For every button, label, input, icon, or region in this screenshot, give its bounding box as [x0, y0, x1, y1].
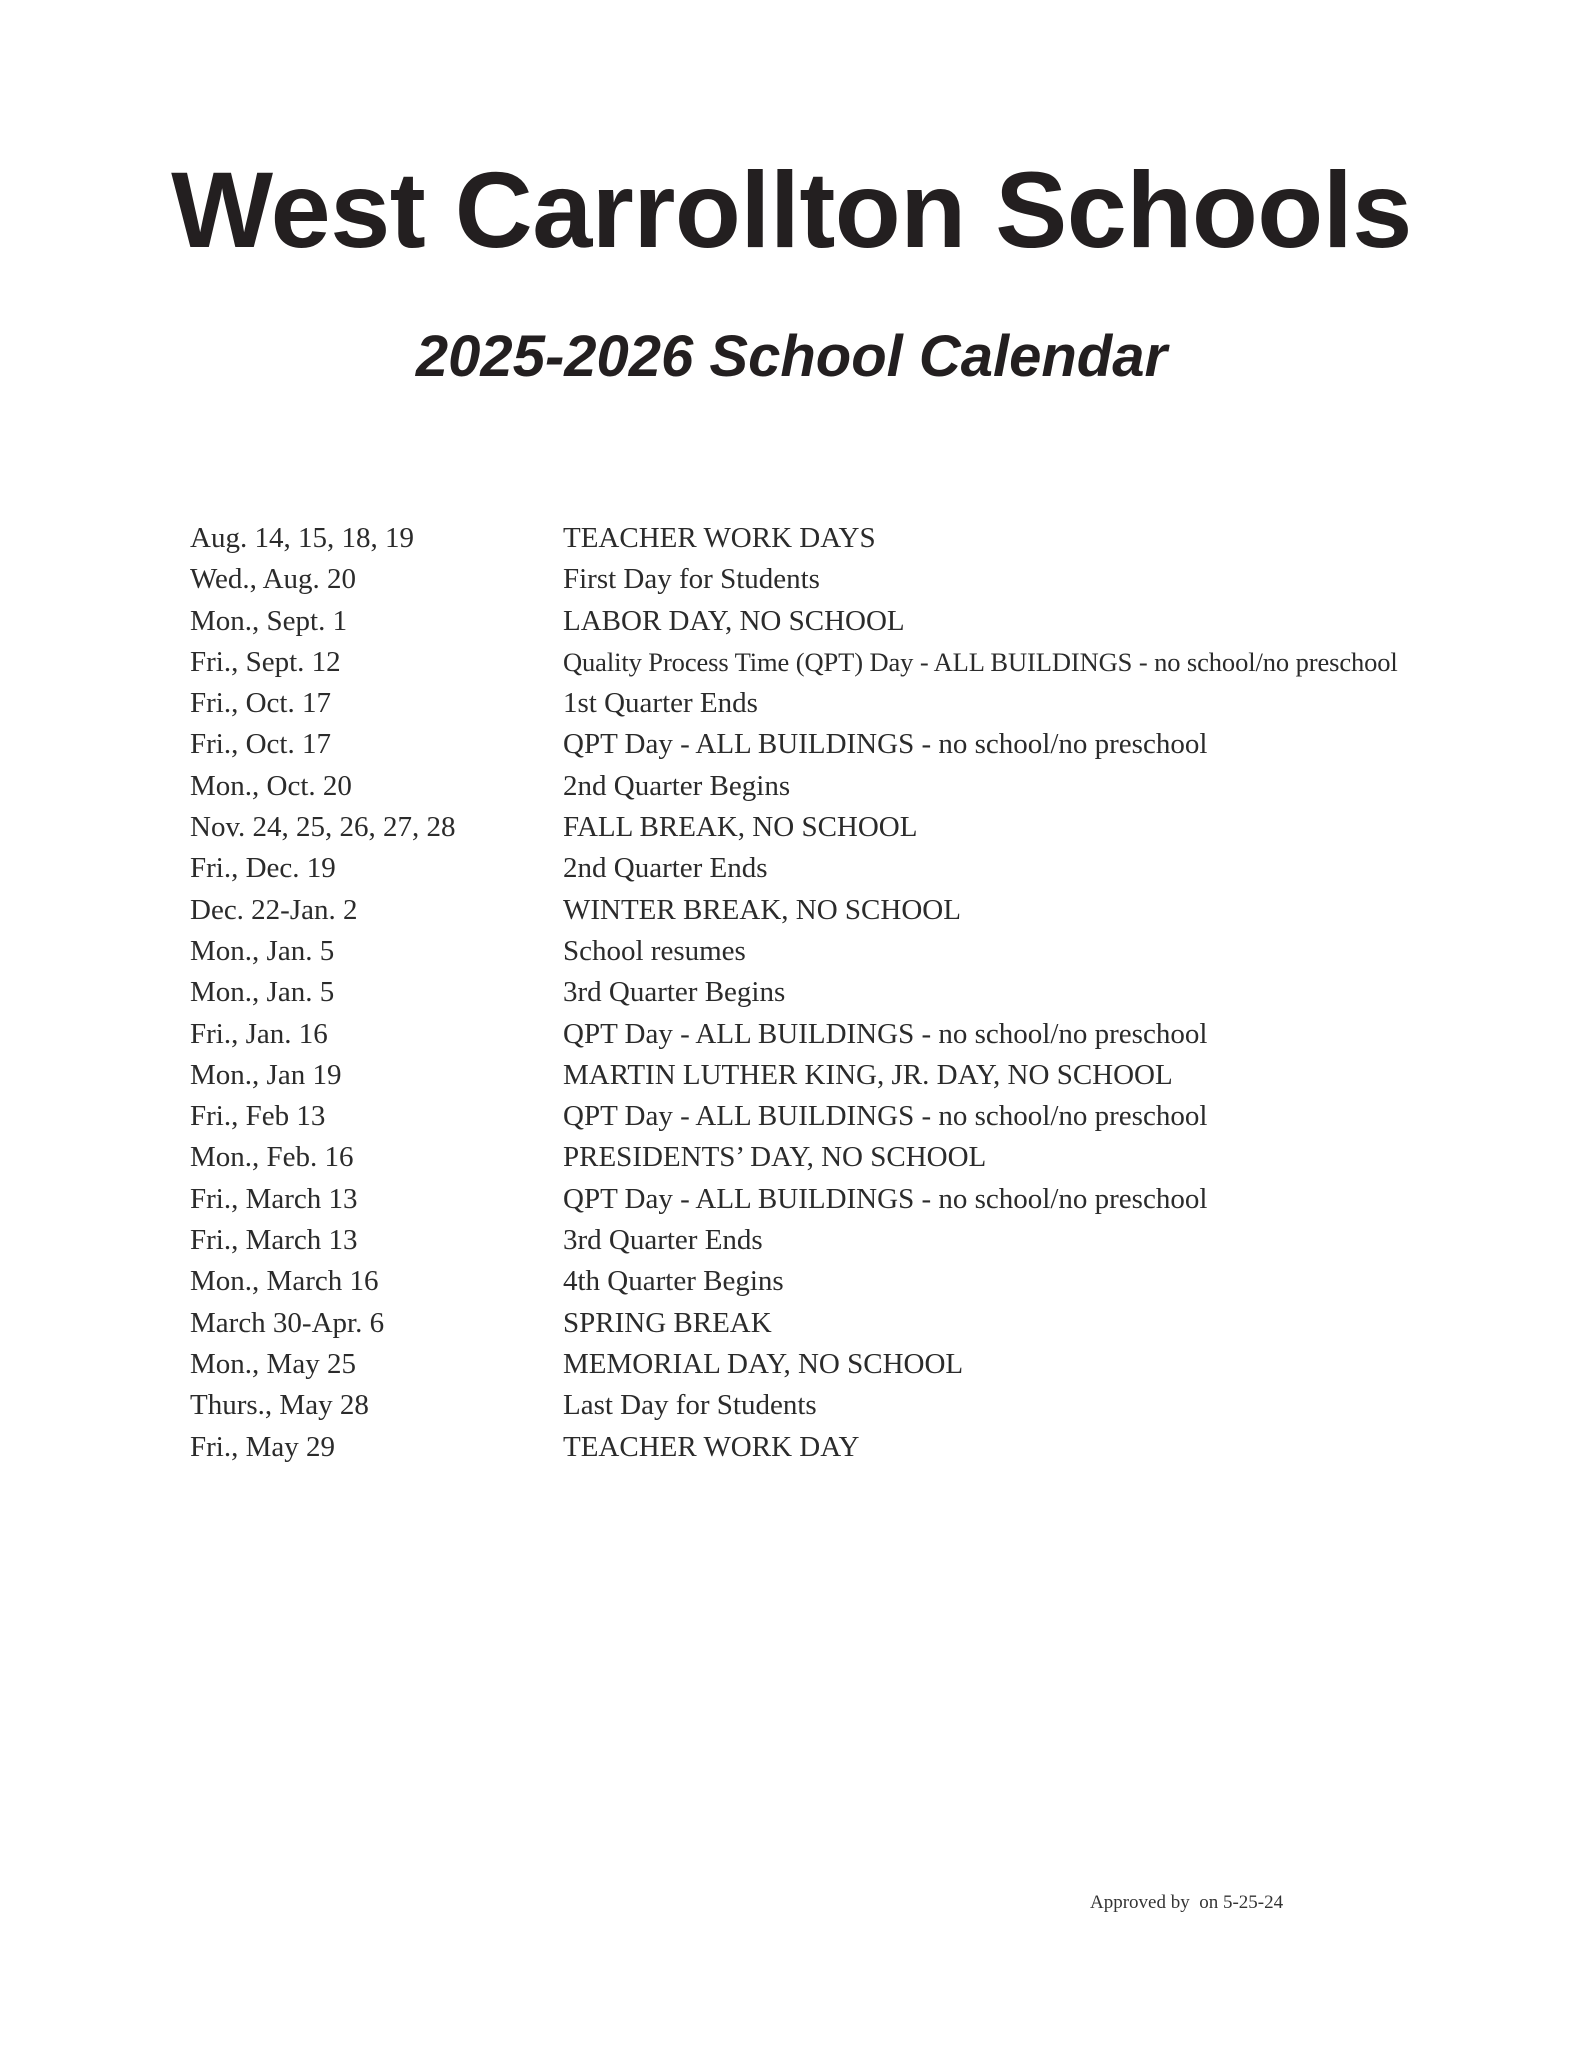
event-row: [190, 1303, 1570, 1344]
calendar-event-list: [190, 518, 1570, 1468]
page-subtitle: 2025-2026 School Calendar: [415, 324, 1168, 389]
event-description: 3rd Quarter Begins: [563, 976, 786, 1009]
event-description: QPT Day - ALL BUILDINGS - no school/no preschool: [563, 1100, 1208, 1133]
event-row: [190, 724, 1570, 765]
event-description: LABOR DAY, NO SCHOOL: [563, 604, 905, 637]
event-date: Fri., Oct. 17: [190, 687, 331, 720]
event-description: FALL BREAK, NO SCHOOL: [563, 811, 918, 844]
event-date: Mon., Sept. 1: [190, 604, 348, 637]
event-date: Fri., May 29: [190, 1430, 335, 1463]
event-date: Fri., Sept. 12: [190, 645, 341, 678]
event-row: [190, 1179, 1570, 1220]
page-title: West Carrollton Schools: [171, 149, 1412, 270]
event-date: Mon., Feb. 16: [190, 1141, 354, 1174]
event-description: First Day for Students: [563, 563, 820, 596]
event-row: [190, 1427, 1570, 1468]
event-date: Mon., Jan 19: [190, 1058, 342, 1091]
event-description: 1st Quarter Ends: [563, 687, 758, 720]
event-date: Nov. 24, 25, 26, 27, 28: [190, 811, 456, 844]
event-date: Mon., March 16: [190, 1265, 379, 1298]
event-description: MARTIN LUTHER KING, JR. DAY, NO SCHOOL: [563, 1058, 1173, 1091]
event-description: 2nd Quarter Begins: [563, 769, 791, 802]
event-row: [190, 642, 1570, 683]
event-row: [190, 559, 1570, 600]
event-date: Fri., March 13: [190, 1224, 358, 1257]
event-row: [190, 1344, 1570, 1385]
event-description: School resumes: [563, 934, 746, 967]
event-date: Mon., Jan. 5: [190, 976, 335, 1009]
event-date: Wed., Aug. 20: [190, 563, 357, 596]
event-date: Mon., Jan. 5: [190, 934, 335, 967]
event-date: Fri., March 13: [190, 1182, 358, 1215]
event-date: Thurs., May 28: [190, 1389, 369, 1422]
event-row: [190, 1014, 1570, 1055]
event-description: WINTER BREAK, NO SCHOOL: [563, 893, 961, 926]
event-description: Last Day for Students: [563, 1389, 817, 1422]
event-row: [190, 931, 1570, 972]
event-row: [190, 890, 1570, 931]
event-row: [190, 848, 1570, 889]
event-description: Quality Process Time (QPT) Day - ALL BUILDINGS - no school/no preschool: [563, 646, 1398, 677]
event-description: PRESIDENTS’ DAY, NO SCHOOL: [563, 1141, 987, 1174]
event-description: TEACHER WORK DAY: [563, 1430, 860, 1463]
event-row: [190, 601, 1570, 642]
event-description: 2nd Quarter Ends: [563, 852, 768, 885]
event-date: Fri., Dec. 19: [190, 852, 336, 885]
event-row: [190, 1385, 1570, 1426]
event-description: SPRING BREAK: [563, 1306, 772, 1339]
approval-note: Approved by on 5-25-24: [1090, 1892, 1284, 1913]
event-row: [190, 1137, 1570, 1178]
event-row: [190, 766, 1570, 807]
event-description: 3rd Quarter Ends: [563, 1224, 763, 1257]
event-date: Mon., May 25: [190, 1347, 356, 1380]
event-date: Dec. 22-Jan. 2: [190, 893, 358, 926]
event-description: QPT Day - ALL BUILDINGS - no school/no preschool: [563, 1182, 1208, 1215]
event-date: Fri., Jan. 16: [190, 1017, 328, 1050]
event-description: MEMORIAL DAY, NO SCHOOL: [563, 1347, 964, 1380]
event-description: QPT Day - ALL BUILDINGS - no school/no preschool: [563, 1017, 1208, 1050]
event-row: [190, 1220, 1570, 1261]
event-row: [190, 1261, 1570, 1302]
event-row: [190, 807, 1570, 848]
event-date: Aug. 14, 15, 18, 19: [190, 522, 414, 554]
event-date: March 30-Apr. 6: [190, 1306, 385, 1339]
event-date: Mon., Oct. 20: [190, 769, 352, 802]
event-description: 4th Quarter Begins: [563, 1265, 784, 1298]
event-row: [190, 1055, 1570, 1096]
event-description: QPT Day - ALL BUILDINGS - no school/no preschool: [563, 728, 1208, 761]
event-row: [190, 683, 1570, 724]
event-row: [190, 1096, 1570, 1137]
event-date: Fri., Oct. 17: [190, 728, 331, 761]
event-description: TEACHER WORK DAYS: [563, 522, 876, 554]
event-row: [190, 972, 1570, 1013]
event-date: Fri., Feb 13: [190, 1100, 326, 1133]
event-row: [190, 518, 1570, 559]
